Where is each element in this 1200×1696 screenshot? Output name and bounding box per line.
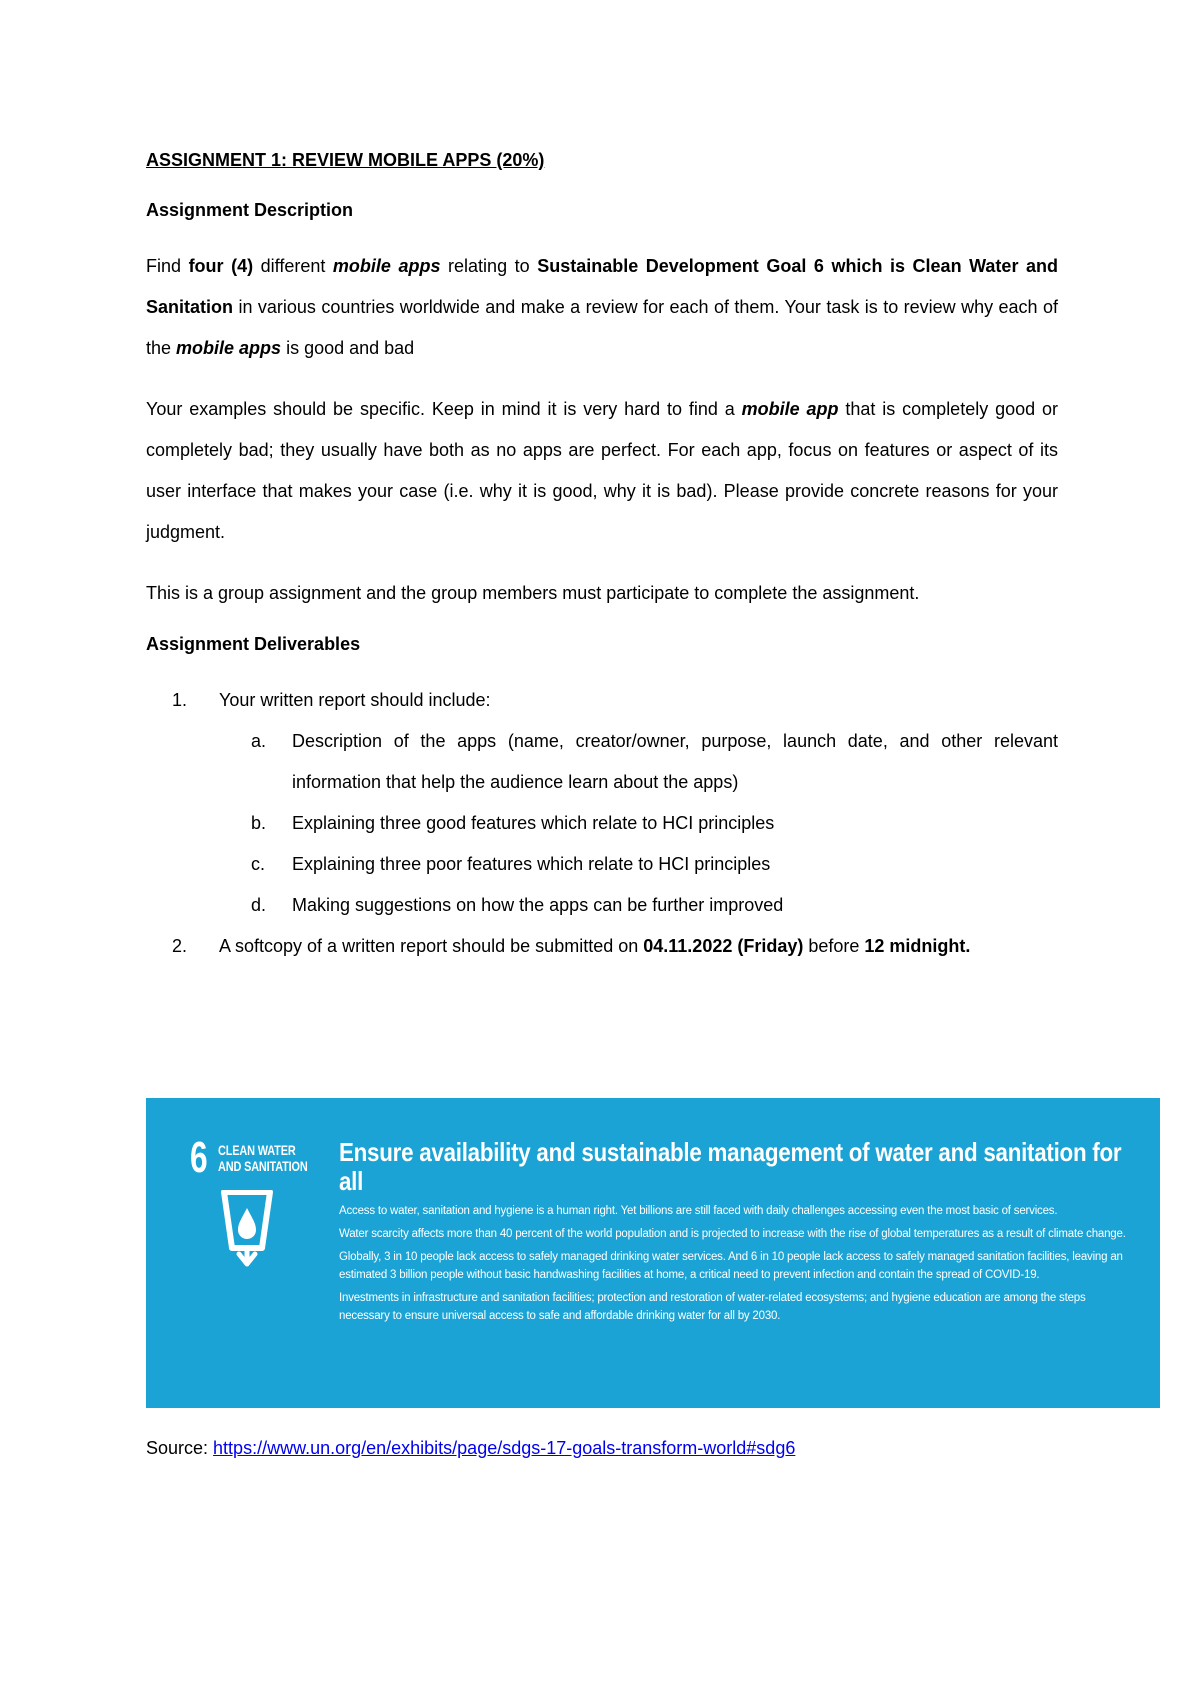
- document-body: [146, 146, 1058, 967]
- list-item: [219, 803, 1058, 844]
- list-item: [146, 926, 1058, 967]
- bold-italic-run: mobile apps: [176, 338, 282, 358]
- text-run: in various countries worldwide and make a review for each of them. Your task is to review why each of the: [146, 297, 1058, 358]
- list-number: 2.: [172, 936, 188, 956]
- list-letter: d.: [251, 895, 267, 915]
- banner-heading: Ensure availability and sustainable management of water and sanitation for all: [339, 1137, 1122, 1196]
- banner-paragraph: Access to water, sanitation and hygiene is a human right. Yet billions are still faced with daily challenges accessing even the most basic of services.: [339, 1205, 1058, 1217]
- banner-paragraph: Investments in infrastructure and sanitation facilities; protection and restoration of water-related ecosystems; and hygiene education are among the steps necessary to ensure universal access to safe and affordable drinking water for all by 2030.: [339, 1292, 1086, 1322]
- list-item-text: Explaining three poor features which relate to HCI principles: [292, 854, 771, 874]
- goal-name: [218, 1142, 308, 1174]
- description-heading: Assignment Description: [146, 200, 354, 220]
- sdg6-banner: [146, 1098, 1160, 1408]
- text-run: that is completely good or completely bad; they usually have both as no apps are perfect. For each app, focus on features or aspect of its user interface that makes your case (i.e. why it is good, why it is bad). Please provide concrete reasons for your judgment.: [146, 399, 1058, 542]
- banner-text: [339, 1138, 1139, 1330]
- description-paragraph-1: [146, 246, 1058, 369]
- list-item: [219, 844, 1058, 885]
- list-item: [219, 885, 1058, 926]
- text-run: Your examples should be specific. Keep in mind it is very hard to find a: [146, 399, 742, 419]
- text-run: before: [803, 936, 865, 956]
- list-item-text: Description of the apps (name, creator/owner, purpose, launch date, and other relevant information that help the audience learn about the apps): [292, 731, 1058, 792]
- source-label: Source:: [146, 1438, 214, 1458]
- bold-italic-run: mobile apps: [332, 256, 441, 276]
- bold-run: four (4): [188, 256, 254, 276]
- text-run: A softcopy of a written report should be submitted on: [219, 936, 644, 956]
- list-item-text: Making suggestions on how the apps can be further improved: [292, 895, 784, 915]
- submission-deadline: 12 midnight.: [864, 936, 971, 956]
- goal-name-line: AND SANITATION: [218, 1158, 308, 1174]
- text-run: different: [253, 256, 333, 276]
- text-run: relating to: [440, 256, 538, 276]
- text-run: is good and bad: [281, 338, 415, 358]
- list-item-text: Explaining three good features which relate to HCI principles: [292, 813, 775, 833]
- list-item: [219, 721, 1058, 803]
- deliverables-heading: Assignment Deliverables: [146, 634, 361, 654]
- bold-run: Sustainable Development Goal 6 which is Clean Water and Sanitation: [146, 256, 1058, 317]
- description-paragraph-2: [146, 389, 1058, 553]
- banner-paragraph: Water scarcity affects more than 40 percent of the world population and is projected to increase with the rise of global temperatures as a result of climate change.: [339, 1228, 1126, 1240]
- water-drop-glass-icon: [218, 1190, 276, 1268]
- list-letter: c.: [251, 854, 266, 874]
- list-item: [146, 680, 1058, 926]
- goal-number: 6: [190, 1133, 208, 1182]
- text-run: Find: [146, 256, 189, 276]
- list-number: 1.: [172, 690, 188, 710]
- banner-paragraph: Globally, 3 in 10 people lack access to safely managed drinking water services. And 6 in 10 people lack access to safely managed sanitation facilities, leaving an estimated 3 billion people without basic handwashing facilities at home, a critical need to prevent infection and contain the spread of COVID-19.: [339, 1251, 1123, 1281]
- source-link[interactable]: https://www.un.org/en/exhibits/page/sdgs-17-goals-transform-world#sdg6: [213, 1438, 796, 1458]
- list-letter: a.: [251, 731, 267, 751]
- list-item-text: Your written report should include:: [219, 690, 491, 710]
- report-contents-list: [219, 721, 1058, 926]
- bold-italic-run: mobile app: [741, 399, 839, 419]
- description-paragraph-3: This is a group assignment and the group members must participate to complete the assignment.: [146, 583, 920, 603]
- assignment-title: ASSIGNMENT 1: REVIEW MOBILE APPS (20%): [146, 150, 545, 170]
- source-line: [146, 1434, 795, 1462]
- deliverables-list: [146, 680, 1058, 967]
- list-letter: b.: [251, 813, 267, 833]
- goal-name-line: CLEAN WATER: [218, 1142, 296, 1158]
- submission-date: 04.11.2022 (Friday): [643, 936, 804, 956]
